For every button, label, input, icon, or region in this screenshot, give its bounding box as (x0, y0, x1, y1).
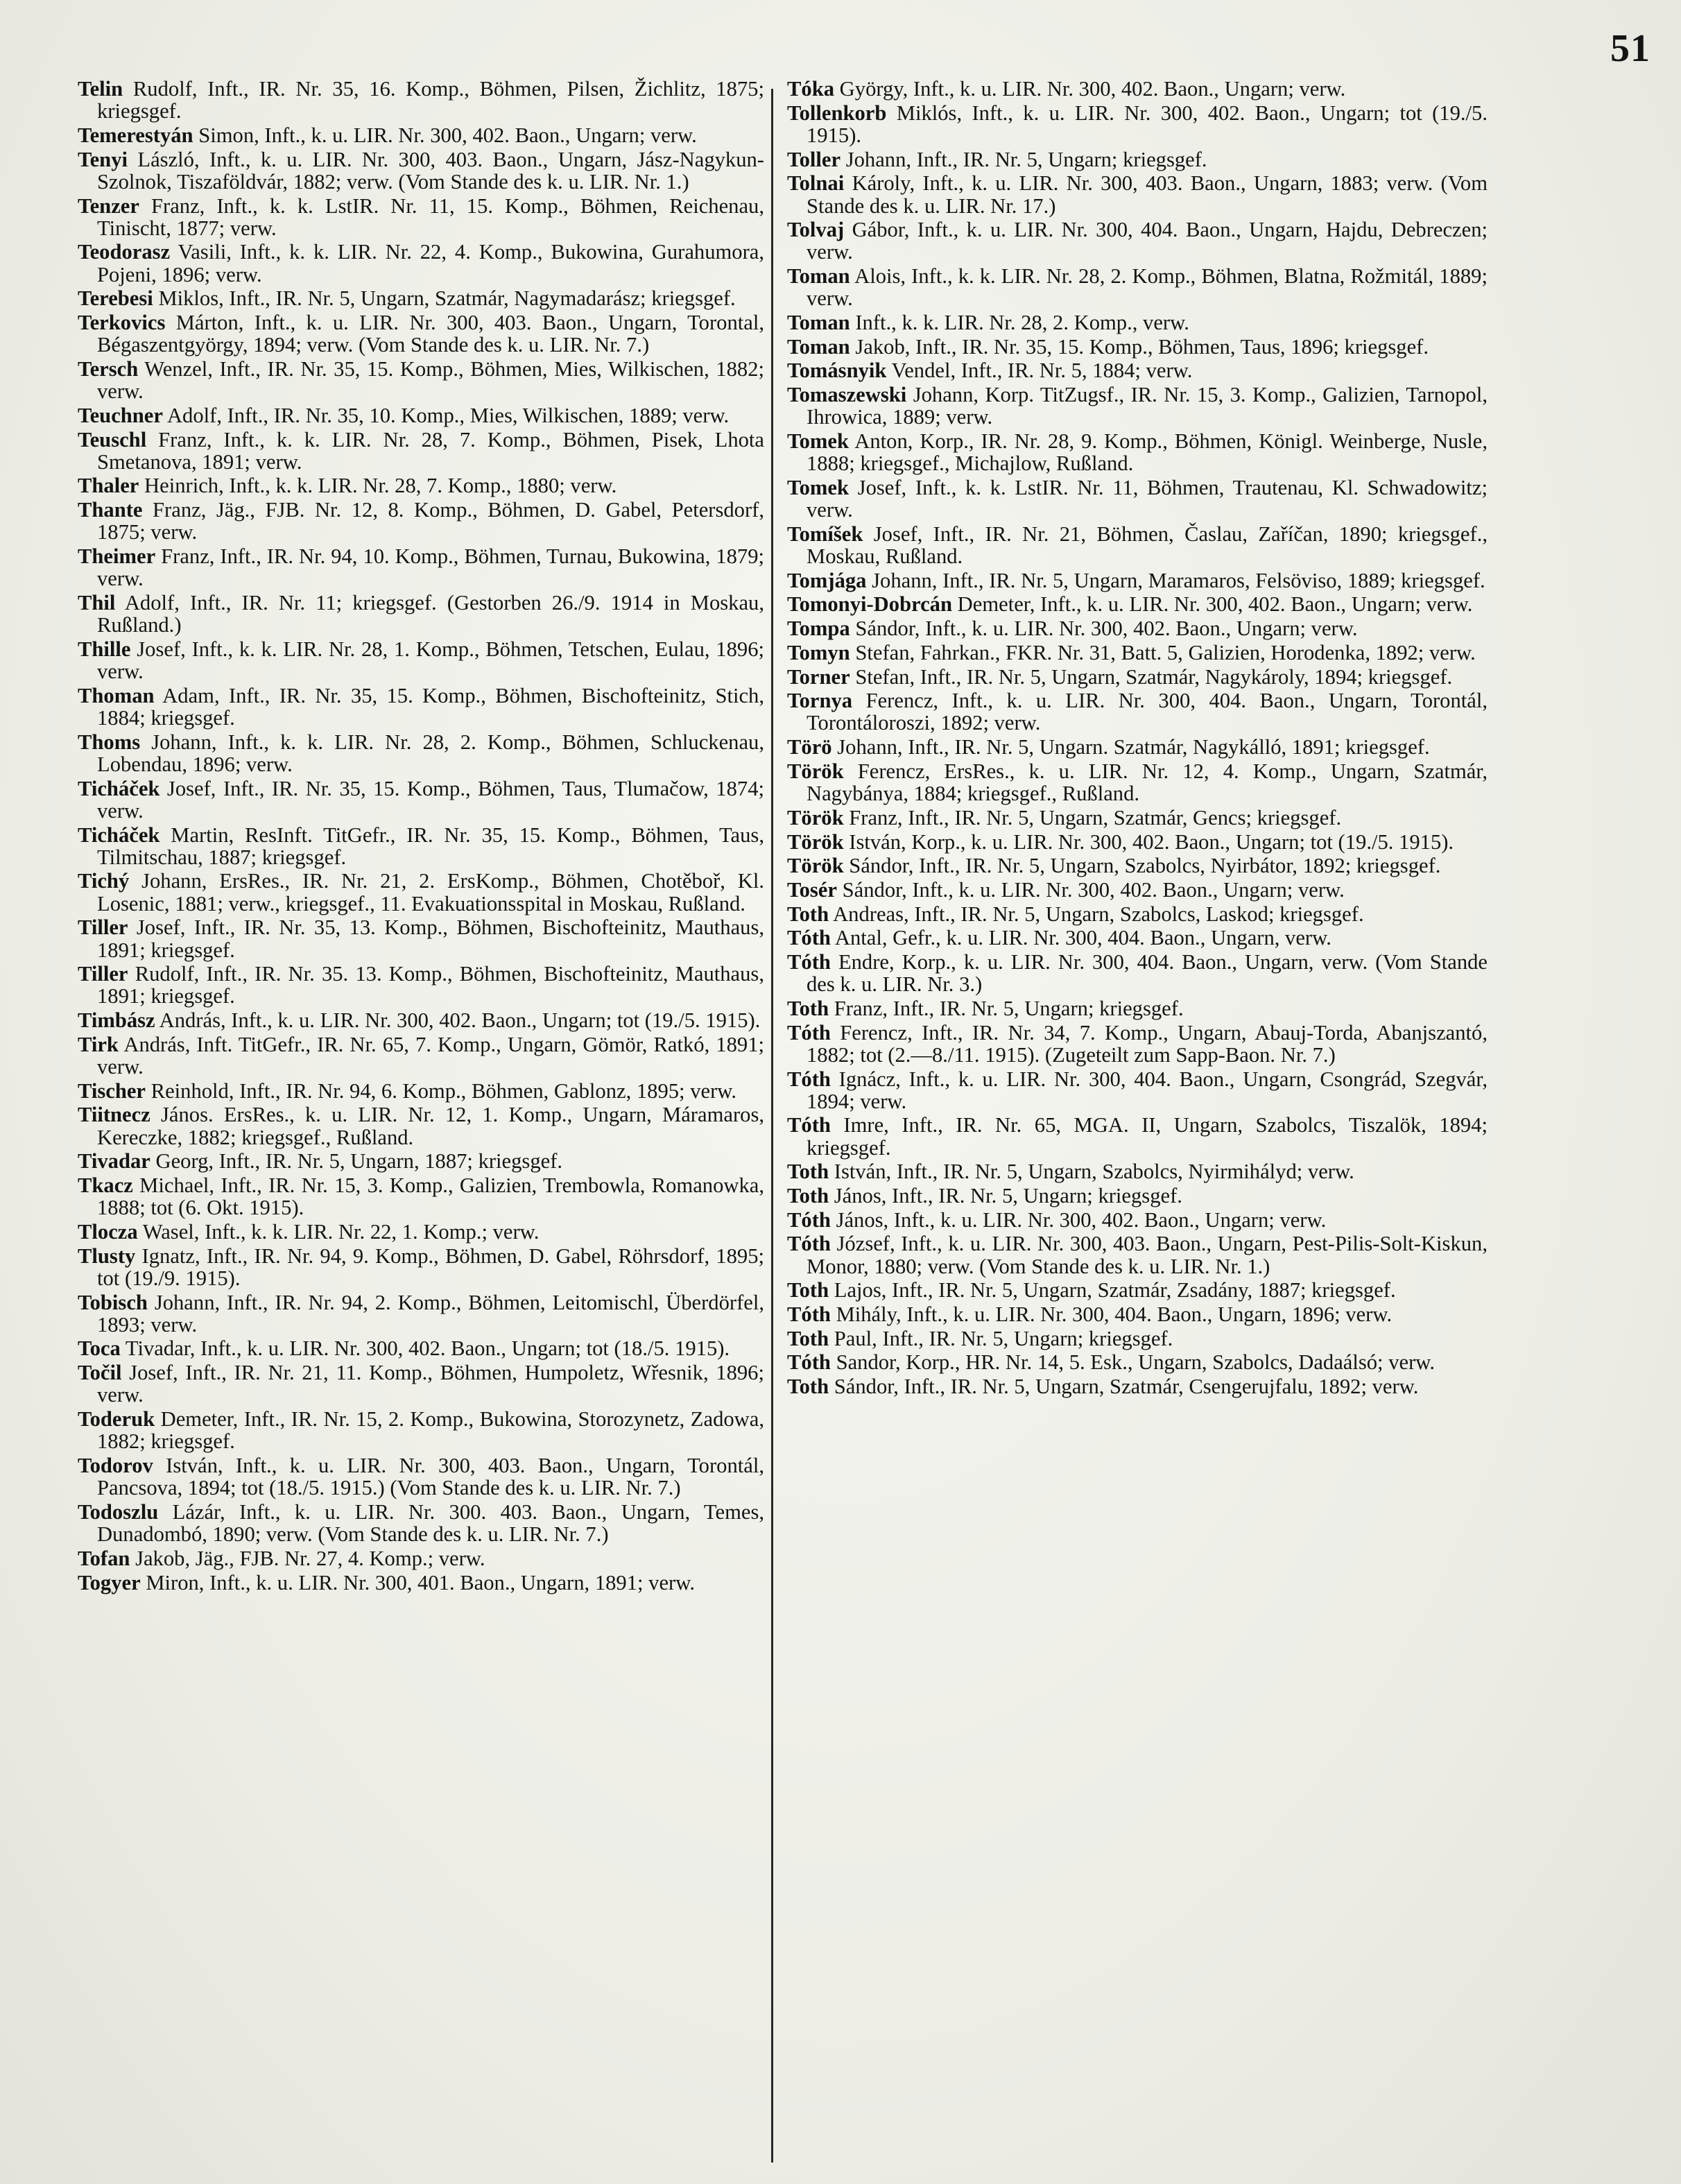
entry-surname: Teodorasz (78, 240, 171, 264)
list-entry (78, 1103, 764, 1148)
entry-details: Franz, Inft., k. k. LstIR. Nr. 11, 15. Komp., Böhmen, Reichenau, Tinischt, 1877; verw. (97, 194, 764, 240)
entry-details: Károly, Inft., k. u. LIR. Nr. 300, 403. Baon., Ungarn, 1883; verw. (Vom Stande des k. u. LIR. Nr. 17.) (807, 171, 1488, 218)
list-entry (787, 569, 1488, 592)
list-entry (787, 666, 1488, 688)
list-entry (787, 736, 1488, 758)
entry-surname: Török (787, 759, 844, 783)
list-entry (78, 1337, 764, 1359)
entry-surname: Toth (787, 1184, 829, 1208)
entry-details: Andreas, Inft., IR. Nr. 5, Ungarn, Szabolcs, Laskod; kriegsgef. (833, 902, 1364, 926)
entry-surname: Tolnai (787, 171, 845, 196)
list-entry (787, 1185, 1488, 1207)
entry-details: András, Inft., k. u. LIR. Nr. 300, 402. Baon., Ungarn; tot (19./5. 1915). (159, 1008, 761, 1033)
list-entry (787, 218, 1488, 263)
entry-surname: Točil (78, 1361, 122, 1385)
list-entry (78, 1080, 764, 1102)
list-entry (787, 642, 1488, 664)
list-entry (78, 148, 764, 193)
entry-surname: Teuchner (78, 403, 163, 427)
entry-details: János, Inft., IR. Nr. 5, Ungarn; kriegsgef. (834, 1184, 1182, 1208)
entry-surname: Tompa (787, 617, 850, 641)
entry-surname: Togyer (78, 1570, 141, 1594)
list-entry (787, 523, 1488, 567)
entry-surname: Toderuk (78, 1407, 155, 1431)
entry-surname: Toth (787, 1278, 829, 1302)
entry-surname: Toth (787, 1160, 829, 1184)
entry-surname: Tomaszewski (787, 383, 907, 407)
entry-details: Josef, Inft., IR. Nr. 35, 13. Komp., Böhmen, Bischofteinitz, Mauthaus, 1891; kriegsgef. (97, 915, 764, 962)
entry-surname: Tomonyi-Dobrcán (787, 592, 952, 617)
entry-surname: Tofan (78, 1546, 130, 1570)
list-entry (787, 997, 1488, 1020)
entry-details: Ferencz, Inft., k. u. LIR. Nr. 300, 404. Baon., Ungarn, Torontál, Torontáloroszi, 1892; verw. (807, 689, 1488, 735)
entry-surname: Toth (787, 996, 829, 1020)
entry-surname: Ticháček (78, 776, 160, 800)
entry-surname: Tlusty (78, 1244, 136, 1268)
list-entry (787, 760, 1488, 805)
list-entry (787, 78, 1488, 100)
list-entry (78, 1291, 764, 1336)
entry-surname: Tomek (787, 475, 849, 499)
entry-surname: Toman (787, 334, 850, 359)
list-entry (787, 593, 1488, 615)
entry-surname: Toman (787, 311, 850, 335)
entry-details: Adolf, Inft., IR. Nr. 35, 10. Komp., Mies, Wilkischen, 1889; verw. (166, 403, 730, 427)
list-entry (78, 1454, 764, 1499)
entry-details: Johann, Inft., IR. Nr. 5, Ungarn; kriegsgef. (845, 147, 1207, 171)
entry-details: Johann, Inft., k. k. LIR. Nr. 28, 2. Komp., Böhmen, Schluckenau, Lobendau, 1896; verw. (97, 730, 764, 776)
list-entry (787, 807, 1488, 829)
entry-details: László, Inft., k. u. LIR. Nr. 300, 403. Baon., Ungarn, Jász-Nagykun-Szolnok, Tiszaföldvár, 1882; verw. (Vom Stande des k. u. LIR. Nr. 1.) (97, 147, 764, 194)
entry-details: Jakob, Jäg., FJB. Nr. 27, 4. Komp.; verw. (135, 1546, 485, 1570)
list-entry (787, 831, 1488, 853)
entry-details: József, Inft., k. u. LIR. Nr. 300, 403. Baon., Ungarn, Pest-Pilis-Solt-Kiskun, Monor, 1880; verw. (Vom Stande des k. u. LIR. Nr. 1.) (807, 1232, 1488, 1278)
entry-surname: Torner (787, 664, 850, 689)
entry-details: Franz, Jäg., FJB. Nr. 12, 8. Komp., Böhmen, D. Gabel, Petersdorf, 1875; verw. (97, 498, 764, 544)
entry-details: Martin, ResInft. TitGefr., IR. Nr. 35, 15. Komp., Böhmen, Taus, Tilmitschau, 1887; kriegsgef. (97, 823, 764, 869)
entry-surname: Ticháček (78, 823, 160, 847)
list-entry (787, 903, 1488, 925)
list-entry (787, 311, 1488, 334)
entry-surname: Tomjága (787, 568, 867, 592)
entry-details: Ferencz, Inft., IR. Nr. 34, 7. Komp., Ungarn, Abauj-Torda, Abanjszantó, 1882; tot (2.—8./11. 1915). (Zugeteilt zum Sapp-Baon. Nr. 7.) (807, 1020, 1488, 1067)
entry-surname: Telin (78, 77, 123, 101)
entry-details: Josef, Inft., k. k. LIR. Nr. 28, 1. Komp., Böhmen, Tetschen, Eulau, 1896; verw. (97, 637, 764, 684)
entry-details: Josef, Inft., IR. Nr. 35, 15. Komp., Böhmen, Taus, Tlumačow, 1874; verw. (97, 776, 764, 823)
entry-surname: Tersch (78, 356, 139, 381)
list-entry (787, 1209, 1488, 1231)
list-entry (78, 404, 764, 427)
entry-details: Heinrich, Inft., k. k. LIR. Nr. 28, 7. Komp., 1880; verw. (144, 474, 617, 498)
list-entry (787, 879, 1488, 901)
entry-details: Mihály, Inft., k. u. LIR. Nr. 300, 404. Baon., Ungarn, 1896; verw. (836, 1302, 1393, 1327)
entry-surname: Thoms (78, 730, 141, 754)
entry-surname: Toca (78, 1336, 121, 1361)
list-entry (787, 1279, 1488, 1301)
entry-details: Miklos, Inft., IR. Nr. 5, Ungarn, Szatmár, Nagymadarász; kriegsgef. (158, 286, 736, 311)
entry-details: Sándor, Inft., k. u. LIR. Nr. 300, 402. Baon., Ungarn; verw. (855, 617, 1358, 641)
entry-surname: Tiller (78, 962, 128, 986)
entry-surname: Tóth (787, 1207, 831, 1232)
entry-surname: Tivadar (78, 1149, 150, 1173)
entry-details: Sándor, Inft., IR. Nr. 5, Ungarn, Szatmár, Csengerujfalu, 1892; verw. (834, 1375, 1419, 1399)
entry-details: Alois, Inft., k. k. LIR. Nr. 28, 2. Komp., Böhmen, Blatna, Rožmitál, 1889; verw. (807, 264, 1488, 311)
list-entry (787, 1160, 1488, 1183)
entry-surname: Török (787, 805, 844, 829)
list-entry (787, 148, 1488, 171)
entry-details: Rudolf, Inft., IR. Nr. 35. 13. Komp., Böhmen, Bischofteinitz, Mauthaus, 1891; kriegsgef. (97, 962, 764, 1008)
list-entry (787, 1232, 1488, 1277)
list-entry (787, 927, 1488, 949)
entry-surname: Tiller (78, 915, 128, 940)
list-entry (78, 78, 764, 122)
entry-details: János. ErsRes., k. u. LIR. Nr. 12, 1. Komp., Ungarn, Máramaros, Kereczke, 1882; kriegsgef., Rußland. (97, 1103, 764, 1149)
list-entry (787, 1327, 1488, 1350)
list-entry (78, 1174, 764, 1219)
list-entry (78, 638, 764, 682)
entry-surname: Tobisch (78, 1290, 148, 1314)
entry-details: Lázár, Inft., k. u. LIR. Nr. 300. 403. Baon., Ungarn, Temes, Dunadombó, 1890; verw. (Vom Stande des k. u. LIR. Nr. 7.) (97, 1499, 764, 1547)
entry-details: Johann, Inft., IR. Nr. 5, Ungarn, Maramaros, Felsöviso, 1889; kriegsgef. (872, 568, 1485, 592)
entry-details: Adam, Inft., IR. Nr. 35, 15. Komp., Böhmen, Bischofteinitz, Stich, 1884; kriegsgef. (97, 683, 764, 730)
entry-details: Endre, Korp., k. u. LIR. Nr. 300, 404. Baon., Ungarn, verw. (Vom Stande des k. u. LIR. Nr. 3.) (807, 950, 1488, 997)
entry-details: Adolf, Inft., IR. Nr. 11; kriegsgef. (Gestorben 26./9. 1914 in Moskau, Rußland.) (97, 590, 764, 637)
entry-details: Franz, Inft., IR. Nr. 5, Ungarn; kriegsgef. (834, 996, 1184, 1020)
entry-surname: Toller (787, 147, 841, 171)
list-entry (78, 1150, 764, 1172)
entry-details: János, Inft., k. u. LIR. Nr. 300, 402. Baon., Ungarn; verw. (836, 1207, 1327, 1232)
entry-details: Franz, Inft., IR. Nr. 94, 10. Komp., Böhmen, Turnau, Bukowina, 1879; verw. (97, 544, 764, 591)
entry-surname: Todorov (78, 1453, 153, 1477)
entry-surname: Tóth (787, 950, 831, 974)
entry-surname: Tenyi (78, 147, 128, 171)
entry-surname: Toman (787, 264, 850, 289)
list-entry (78, 777, 764, 822)
entry-details: Anton, Korp., IR. Nr. 28, 9. Komp., Böhmen, Königl. Weinberge, Nusle, 1888; kriegsgef., Michajlow, Rußland. (807, 429, 1488, 476)
entry-details: Franz, Inft., IR. Nr. 5, Ungarn, Szatmár, Gencs; kriegsgef. (849, 805, 1342, 829)
entry-details: Johann, Korp. TitZugsf., IR. Nr. 15, 3. Komp., Galizien, Tarnopol, Ihrowica, 1889; verw. (807, 383, 1488, 429)
entry-details: Stefan, Fahrkan., FKR. Nr. 31, Batt. 5, Galizien, Horodenka, 1892; verw. (855, 640, 1476, 664)
list-entry (78, 870, 764, 914)
list-entry (787, 1068, 1488, 1112)
list-entry (78, 1501, 764, 1545)
entry-surname: Teuschl (78, 427, 147, 452)
entry-details: Gábor, Inft., k. u. LIR. Nr. 300, 404. Baon., Ungarn, Hajdu, Debreczen; verw. (807, 218, 1488, 264)
list-entry (78, 358, 764, 402)
entry-surname: Todoszlu (78, 1499, 159, 1524)
entry-surname: Tóth (787, 1067, 831, 1091)
entry-surname: Theimer (78, 544, 156, 569)
column-divider (771, 89, 773, 2162)
entry-details: Ignácz, Inft., k. u. LIR. Nr. 300, 404. Baon., Ungarn, Csongrád, Szegvár, 1894; verw. (807, 1067, 1488, 1113)
entry-details: Ignatz, Inft., IR. Nr. 94, 9. Komp., Böhmen, D. Gabel, Röhrsdorf, 1895; tot (19./9. 1915). (97, 1244, 764, 1290)
entry-surname: Tóth (787, 926, 831, 950)
entry-surname: Thille (78, 637, 131, 661)
list-entry (78, 241, 764, 285)
list-entry (787, 430, 1488, 474)
entry-surname: Thil (78, 590, 116, 614)
entry-details: Márton, Inft., k. u. LIR. Nr. 300, 403. Baon., Ungarn, Torontal, Bégaszentgyörgy, 1894; verw. (Vom Stande des k. u. LIR. Nr. 7.) (97, 311, 764, 357)
entry-surname: Tenzer (78, 194, 139, 218)
list-entry (78, 1245, 764, 1289)
entry-surname: Tiitnecz (78, 1103, 150, 1127)
list-entry (78, 1033, 764, 1078)
entry-surname: Thoman (78, 683, 155, 707)
entry-details: Simon, Inft., k. u. LIR. Nr. 300, 402. Baon., Ungarn; verw. (198, 123, 697, 147)
entry-surname: Tischer (78, 1078, 146, 1103)
entry-surname: Török (787, 854, 844, 878)
entry-details: Reinhold, Inft., IR. Nr. 94, 6. Komp., Böhmen, Gablonz, 1895; verw. (150, 1078, 737, 1103)
entry-details: Michael, Inft., IR. Nr. 15, 3. Komp., Galizien, Trembowla, Romanowka, 1888; tot (6. Okt. 1915). (97, 1173, 765, 1220)
list-entry (787, 1022, 1488, 1066)
entry-details: Jakob, Inft., IR. Nr. 35, 15. Komp., Böhmen, Taus, 1896; kriegsgef. (855, 334, 1429, 359)
entry-surname: Tóth (787, 1350, 831, 1375)
list-entry (787, 854, 1488, 877)
entry-details: Demeter, Inft., IR. Nr. 15, 2. Komp., Bukowina, Storozynetz, Zadowa, 1882; kriegsgef. (97, 1407, 764, 1454)
list-entry (787, 102, 1488, 146)
list-entry (78, 1361, 764, 1406)
entry-surname: Tlocza (78, 1219, 138, 1244)
entry-surname: Thante (78, 498, 143, 522)
entry-surname: Tkacz (78, 1173, 133, 1198)
list-entry (787, 1351, 1488, 1373)
list-entry (78, 195, 764, 239)
list-entry (787, 359, 1488, 381)
entry-surname: Tolvaj (787, 218, 845, 242)
entry-details: Johann, Inft., IR. Nr. 5, Ungarn. Szatmár, Nagykálló, 1891; kriegsgef. (837, 735, 1430, 759)
entry-details: István, Korp., k. u. LIR. Nr. 300, 402. Baon., Ungarn; tot (19./5. 1915). (849, 829, 1454, 854)
entry-details: Lajos, Inft., IR. Nr. 5, Ungarn, Szatmár, Zsadány, 1887; kriegsgef. (834, 1278, 1396, 1302)
list-entry (787, 617, 1488, 639)
entry-surname: Tornya (787, 689, 853, 713)
entry-surname: Tosér (787, 877, 837, 902)
entry-surname: Tóth (787, 1020, 831, 1044)
entry-details: Sándor, Inft., k. u. LIR. Nr. 300, 402. Baon., Ungarn; verw. (842, 877, 1345, 902)
entry-details: Miklós, Inft., k. u. LIR. Nr. 300, 402. Baon., Ungarn; tot (19./5. 1915). (807, 101, 1488, 147)
list-entry (787, 384, 1488, 428)
list-entry (787, 1114, 1488, 1158)
entry-details: Ferencz, ErsRes., k. u. LIR. Nr. 12, 4. Komp., Ungarn, Szatmár, Nagybánya, 1884; kriegsgef., Rußland. (807, 759, 1488, 806)
entry-details: Vendel, Inft., IR. Nr. 5, 1884; verw. (891, 359, 1193, 383)
list-entry (78, 1009, 764, 1031)
list-entry (78, 592, 764, 636)
list-entry (78, 731, 764, 775)
entry-surname: Toth (787, 902, 829, 926)
list-entry (787, 1303, 1488, 1325)
entry-details: Vasili, Inft., k. k. LIR. Nr. 22, 4. Komp., Bukowina, Gurahumora, Pojeni, 1896; verw. (97, 240, 764, 286)
list-entry (787, 689, 1488, 734)
list-entry (78, 824, 764, 868)
list-entry (78, 124, 764, 146)
entry-details: Josef, Inft., IR. Nr. 21, 11. Komp., Böhmen, Humpoletz, Wřesnik, 1896; verw. (97, 1361, 764, 1407)
list-entry (78, 963, 764, 1007)
list-entry (78, 429, 764, 473)
entry-details: Miron, Inft., k. u. LIR. Nr. 300, 401. Baon., Ungarn, 1891; verw. (146, 1570, 695, 1594)
entry-surname: Toth (787, 1375, 829, 1399)
right-column (787, 78, 1488, 1400)
entry-surname: Tomyn (787, 640, 850, 664)
entry-surname: Tóth (787, 1113, 831, 1137)
list-entry (78, 1547, 764, 1570)
page-number: 51 (1610, 27, 1650, 70)
entry-surname: Tomek (787, 429, 849, 454)
entry-details: Rudolf, Inft., IR. Nr. 35, 16. Komp., Böhmen, Pilsen, Žichlitz, 1875; kriegsgef. (97, 77, 764, 123)
entry-details: Inft., k. k. LIR. Nr. 28, 2. Komp., verw. (855, 311, 1189, 335)
list-entry (78, 916, 764, 961)
list-entry (78, 545, 764, 590)
entry-surname: Tomíšek (787, 522, 863, 546)
entry-surname: Törö (787, 735, 832, 759)
entry-surname: Tóth (787, 1232, 831, 1256)
entry-surname: Temerestyán (78, 123, 193, 147)
entry-details: Antal, Gefr., k. u. LIR. Nr. 300, 404. Baon., Ungarn, verw. (834, 926, 1331, 950)
entry-details: György, Inft., k. u. LIR. Nr. 300, 402. Baon., Ungarn; verw. (839, 77, 1346, 101)
entry-details: Josef, Inft., IR. Nr. 21, Böhmen, Časlau, Zaříčan, 1890; kriegsgef., Moskau, Rußland. (807, 522, 1488, 569)
list-entry (78, 499, 764, 543)
entry-details: András, Inft. TitGefr., IR. Nr. 65, 7. Komp., Ungarn, Gömör, Ratkó, 1891; verw. (97, 1032, 764, 1079)
list-entry (787, 265, 1488, 309)
left-column (78, 78, 764, 1595)
list-entry (78, 1572, 764, 1594)
entry-surname: Tóth (787, 1302, 831, 1327)
entry-surname: Tichý (78, 869, 130, 893)
entry-details: Georg, Inft., IR. Nr. 5, Ungarn, 1887; kriegsgef. (155, 1149, 563, 1173)
list-entry (787, 336, 1488, 358)
list-entry (78, 685, 764, 729)
entry-surname: Thaler (78, 474, 139, 498)
list-entry (78, 311, 764, 356)
entry-details: Sándor, Inft., IR. Nr. 5, Ungarn, Szabolcs, Nyirbátor, 1892; kriegsgef. (849, 854, 1441, 878)
entry-details: Stefan, Inft., IR. Nr. 5, Ungarn, Szatmár, Nagykároly, 1894; kriegsgef. (855, 664, 1453, 689)
entry-details: Josef, Inft., k. k. LstIR. Nr. 11, Böhmen, Trautenau, Kl. Schwadowitz; verw. (807, 475, 1488, 522)
entry-surname: Tomásnyik (787, 359, 887, 383)
list-entry (78, 1408, 764, 1452)
entry-surname: Terebesi (78, 286, 153, 311)
entry-surname: Tóka (787, 77, 835, 101)
entry-surname: Tollenkorb (787, 101, 887, 125)
list-entry (787, 1375, 1488, 1398)
entry-details: István, Inft., k. u. LIR. Nr. 300, 403. Baon., Ungarn, Torontál, Pancsova, 1894; tot (18./5. 1915.) (Vom Stande des k. u. LIR. Nr. 7.) (97, 1453, 764, 1500)
list-entry (787, 172, 1488, 216)
list-entry (78, 287, 764, 309)
entry-details: Johann, ErsRes., IR. Nr. 21, 2. ErsKomp., Böhmen, Chotěboř, Kl. Losenic, 1881; verw., kriegsgef., 11. Evakuationsspital in Moskau, Rußland. (97, 869, 765, 915)
list-entry (78, 1221, 764, 1243)
entry-details: Wenzel, Inft., IR. Nr. 35, 15. Komp., Böhmen, Mies, Wilkischen, 1882; verw. (97, 356, 764, 404)
entry-surname: Török (787, 829, 844, 854)
entry-details: Demeter, Inft., k. u. LIR. Nr. 300, 402. Baon., Ungarn; verw. (957, 592, 1473, 617)
list-entry (787, 476, 1488, 521)
entry-surname: Tirk (78, 1032, 119, 1056)
entry-surname: Toth (787, 1326, 829, 1350)
list-entry (78, 474, 764, 497)
entry-details: Sandor, Korp., HR. Nr. 14, 5. Esk., Ungarn, Szabolcs, Dadaálsó; verw. (836, 1350, 1436, 1375)
entry-surname: Timbász (78, 1008, 155, 1033)
entry-details: Franz, Inft., k. k. LIR. Nr. 28, 7. Komp., Böhmen, Pisek, Lhota Smetanova, 1891; verw. (97, 427, 764, 474)
entry-details: István, Inft., IR. Nr. 5, Ungarn, Szabolcs, Nyirmihályd; verw. (834, 1160, 1354, 1184)
list-entry (787, 951, 1488, 995)
entry-details: Imre, Inft., IR. Nr. 65, MGA. II, Ungarn, Szabolcs, Tiszalök, 1894; kriegsgef. (807, 1113, 1488, 1160)
entry-details: Johann, Inft., IR. Nr. 94, 2. Komp., Böhmen, Leitomischl, Überdörfel, 1893; verw. (97, 1290, 764, 1336)
entry-details: Wasel, Inft., k. k. LIR. Nr. 22, 1. Komp.; verw. (142, 1219, 540, 1244)
entry-details: Paul, Inft., IR. Nr. 5, Ungarn; kriegsgef. (834, 1326, 1173, 1350)
entry-details: Tivadar, Inft., k. u. LIR. Nr. 300, 402. Baon., Ungarn; tot (18./5. 1915). (125, 1336, 730, 1361)
entry-surname: Terkovics (78, 311, 166, 335)
